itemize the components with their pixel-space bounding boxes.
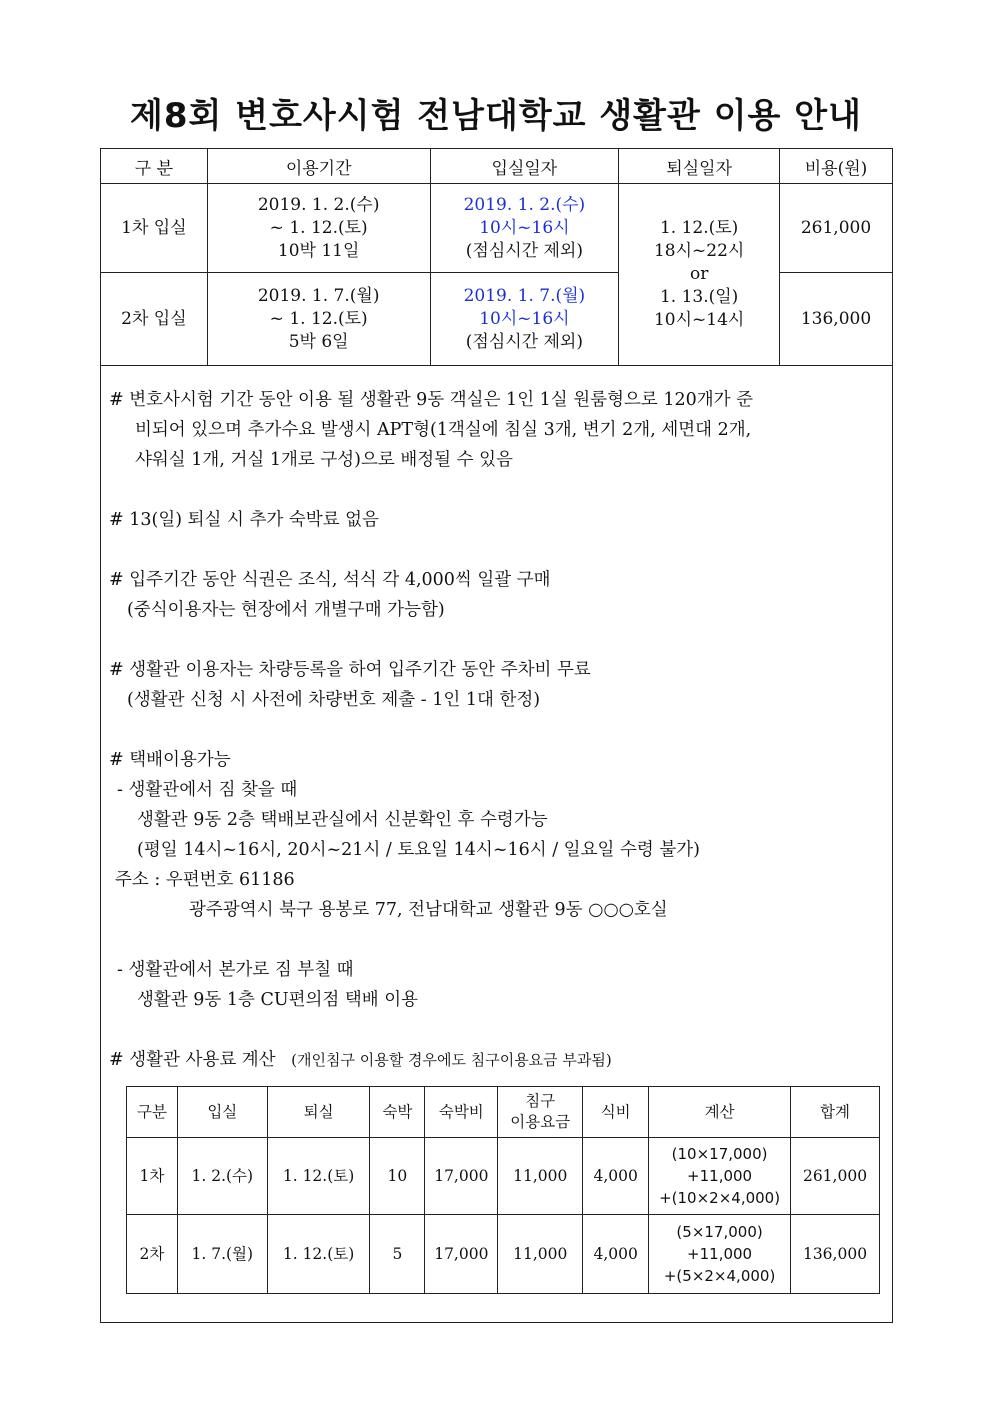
period-start: 2019. 1. 7.(월) (257, 285, 380, 306)
row-period (207, 184, 430, 273)
fee-in: 1. 7.(월) (177, 1215, 267, 1294)
note-pickup-title: - 생활관에서 짐 찾을 때 (117, 780, 298, 800)
note-meal-line-2: (중식이용자는 현장에서 개별구매 가능함) (127, 600, 445, 620)
header-checkout: 퇴실일자 (619, 149, 780, 184)
fee-total: 136,000 (791, 1215, 880, 1294)
fee-out: 1. 12.(토) (267, 1138, 370, 1215)
checkout-or: or (689, 264, 709, 284)
row-checkin (430, 184, 619, 273)
fee-header-type: 구분 (127, 1087, 178, 1138)
fee-type: 1차 (127, 1138, 178, 1215)
table-row (127, 1215, 880, 1294)
note-parking-line-2: (생활관 신청 시 사전에 차량번호 제출 - 1인 1대 한정) (127, 690, 541, 710)
fee-bedding: 11,000 (498, 1215, 583, 1294)
table-row (101, 184, 893, 273)
checkin-schedule-table (100, 148, 893, 366)
checkin-date: 2019. 1. 7.(월) (463, 285, 586, 306)
fee-nights: 10 (370, 1138, 425, 1215)
fee-header-bedding (498, 1087, 583, 1138)
fee-bedding: 11,000 (498, 1138, 583, 1215)
checkout-date-2: 1. 13.(일) (659, 287, 739, 307)
fee-header-out: 퇴실 (267, 1087, 370, 1138)
fee-rate: 17,000 (425, 1138, 498, 1215)
calc-line: +(5×2×4,000) (663, 1267, 776, 1285)
header-checkin: 입실일자 (430, 149, 619, 184)
fee-rate: 17,000 (425, 1215, 498, 1294)
page-title: 제8회 변호사시험 전남대학교 생활관 이용 안내 (130, 96, 862, 136)
table-header-row (101, 149, 893, 184)
fee-header-in: 입실 (177, 1087, 267, 1138)
fee-in: 1. 2.(수) (177, 1138, 267, 1215)
fee-heading-text: # 생활관 사용료 계산 (109, 1050, 276, 1070)
checkout-date-1: 1. 12.(토) (659, 218, 739, 238)
period-end: ~ 1. 12.(토) (269, 217, 368, 238)
fee-header-row (127, 1087, 880, 1138)
note-address-line: 광주광역시 북구 용봉로 77, 전남대학교 생활관 9동 ○○○호실 (189, 900, 668, 920)
table-row (127, 1138, 880, 1215)
note-delivery-heading: # 택배이용가능 (109, 750, 231, 770)
row-label: 2차 입실 (101, 273, 208, 366)
note-room-line-3: 샤워실 1개, 거실 1개로 구성)으로 배정될 수 있음 (135, 450, 513, 470)
note-pickup-place: 생활관 9동 2층 택배보관실에서 신분확인 후 수령가능 (137, 810, 548, 830)
fee-header-nights: 숙박 (370, 1087, 425, 1138)
checkin-date: 2019. 1. 2.(수) (463, 194, 586, 215)
fee-header-total: 합계 (791, 1087, 880, 1138)
bedding-line-1: 침구 (525, 1092, 556, 1110)
period-nights: 5박 6일 (288, 331, 349, 352)
checkin-note: (점심시간 제외) (465, 240, 583, 261)
calc-line: +11,000 (687, 1245, 753, 1263)
note-checkout: # 13(일) 퇴실 시 추가 숙박료 없음 (109, 510, 379, 530)
fee-out: 1. 12.(토) (267, 1215, 370, 1294)
row-checkin (430, 273, 619, 366)
row-label: 1차 입실 (101, 184, 208, 273)
row-cost: 261,000 (780, 184, 893, 273)
calc-line: (10×17,000) (671, 1145, 768, 1163)
header-cost: 비용(원) (780, 149, 893, 184)
row-period (207, 273, 430, 366)
fee-total: 261,000 (791, 1138, 880, 1215)
note-room-line-2: 비되어 있으며 추가수요 발생시 APT형(1객실에 침실 3개, 변기 2개, 세면대 2개, (135, 420, 752, 440)
calc-line: +11,000 (687, 1167, 753, 1185)
fee-meal: 4,000 (583, 1215, 649, 1294)
fee-meal: 4,000 (583, 1138, 649, 1215)
header-period: 이용기간 (207, 149, 430, 184)
calc-line: (5×17,000) (676, 1223, 763, 1241)
fee-header-meal: 식비 (583, 1087, 649, 1138)
note-send-title: - 생활관에서 본가로 짐 부칠 때 (117, 960, 354, 980)
fee-calc (649, 1138, 791, 1215)
note-meal-line-1: # 입주기간 동안 식권은 조식, 석식 각 4,000씩 일괄 구매 (109, 570, 551, 590)
row-cost: 136,000 (780, 273, 893, 366)
fee-header-calc: 계산 (649, 1087, 791, 1138)
period-nights: 10박 11일 (277, 240, 360, 261)
header-category: 구 분 (101, 149, 208, 184)
fee-calc (649, 1215, 791, 1294)
period-start: 2019. 1. 2.(수) (257, 194, 380, 215)
period-end: ~ 1. 12.(토) (269, 308, 368, 329)
checkout-hours-2: 10시~14시 (653, 310, 745, 330)
note-address-label: 주소 : 우편번호 61186 (115, 870, 295, 890)
checkout-hours-1: 18시~22시 (653, 241, 745, 261)
calc-line: +(10×2×4,000) (659, 1189, 781, 1207)
fee-type: 2차 (127, 1215, 178, 1294)
note-send-place: 생활관 9동 1층 CU편의점 택배 이용 (137, 990, 419, 1010)
checkin-hours: 10시~16시 (479, 217, 570, 238)
note-fee-heading (109, 1046, 612, 1075)
checkin-note: (점심시간 제외) (465, 331, 583, 352)
bedding-line-2: 이용요금 (510, 1113, 571, 1131)
fee-heading-sub: (개인침구 이용할 경우에도 침구이용요금 부과됨) (291, 1051, 612, 1069)
checkin-hours: 10시~16시 (479, 308, 570, 329)
fee-nights: 5 (370, 1215, 425, 1294)
note-room-line-1: # 변호사시험 기간 동안 이용 될 생활관 9동 객실은 1인 1실 원룸형으로 120개가 준 (109, 390, 754, 410)
checkout-cell (619, 184, 780, 366)
fee-calculation-table (126, 1086, 880, 1294)
note-pickup-hours: (평일 14시~16시, 20시~21시 / 토요일 14시~16시 / 일요일 수령 불가) (137, 840, 700, 860)
fee-header-rate: 숙박비 (425, 1087, 498, 1138)
note-parking-line-1: # 생활관 이용자는 차량등록을 하여 입주기간 동안 주차비 무료 (109, 660, 591, 680)
